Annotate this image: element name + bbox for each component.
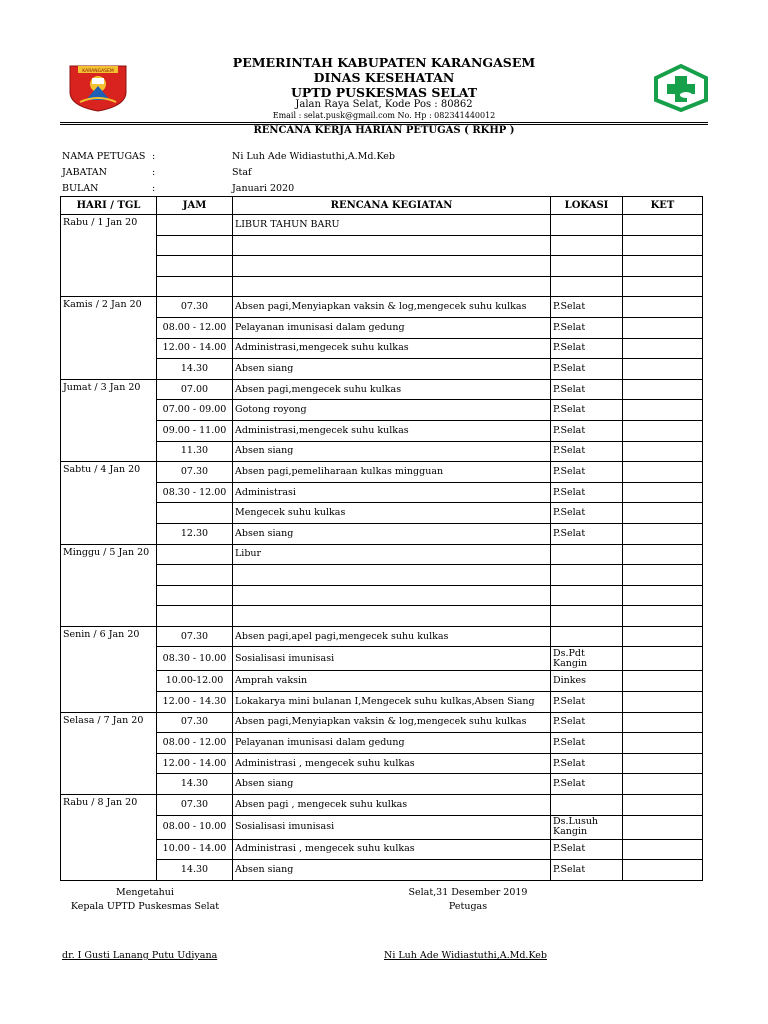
activity-cell: Absen siang <box>233 860 551 881</box>
time-cell: 12.00 - 14.00 <box>157 338 233 359</box>
location-cell: P.Selat <box>551 359 623 380</box>
table-row <box>61 585 703 606</box>
location-cell: P.Selat <box>551 712 623 733</box>
table-row <box>61 359 703 380</box>
location-cell: P.Selat <box>551 733 623 754</box>
table-row <box>61 276 703 297</box>
location-cell: P.Selat <box>551 441 623 462</box>
info-colon: : <box>152 151 156 162</box>
header-contact: Email : selat.pusk@gmail.com No. Hp : 082341440012 <box>272 111 496 120</box>
activity-cell: Sosialisasi imunisasi <box>233 647 551 671</box>
table-row <box>61 839 703 860</box>
table-row <box>61 235 703 256</box>
table-row <box>61 626 703 647</box>
location-cell: Ds.Lusuh Kangin <box>551 815 623 839</box>
head-signature-name: dr. I Gusti Lanang Putu Udiyana <box>62 950 218 961</box>
activity-cell: Absen pagi,Menyiapkan vaksin & log,mengecek suhu kulkas <box>233 712 551 733</box>
location-cell: P.Selat <box>551 753 623 774</box>
notes-cell <box>623 692 703 713</box>
time-cell: 12.30 <box>157 523 233 544</box>
header-puskesmas: UPTD PUSKESMAS SELAT <box>290 85 478 100</box>
location-cell: Dinkes <box>551 671 623 692</box>
table-row <box>61 795 703 816</box>
puskesmas-cross-logo-icon <box>654 64 708 112</box>
activity-cell: Absen siang <box>233 359 551 380</box>
location-cell: P.Selat <box>551 774 623 795</box>
notes-cell <box>623 235 703 256</box>
time-cell <box>157 256 233 277</box>
time-cell: 12.00 - 14.30 <box>157 692 233 713</box>
day-cell: Jumat / 3 Jan 20 <box>61 379 157 461</box>
day-cell: Minggu / 5 Jan 20 <box>61 544 157 626</box>
table-header-row <box>61 197 703 215</box>
activity-cell: Gotong royong <box>233 400 551 421</box>
table-row <box>61 379 703 400</box>
location-cell <box>551 795 623 816</box>
location-cell <box>551 606 623 627</box>
activity-cell <box>233 606 551 627</box>
document-title: RENCANA KERJA HARIAN PETUGAS ( RKHP ) <box>253 125 515 136</box>
location-cell: P.Selat <box>551 379 623 400</box>
time-cell: 14.30 <box>157 359 233 380</box>
table-row <box>61 523 703 544</box>
activity-cell: Absen pagi,pemeliharaan kulkas mingguan <box>233 462 551 483</box>
header-government: PEMERINTAH KABUPATEN KARANGASEM <box>232 55 536 70</box>
time-cell <box>157 565 233 586</box>
location-cell <box>551 544 623 565</box>
info-value: Ni Luh Ade Widiastuthi,A.Md.Keb <box>232 151 395 162</box>
location-cell: P.Selat <box>551 839 623 860</box>
time-cell: 12.00 - 14.00 <box>157 753 233 774</box>
column-header-location: LOKASI <box>551 197 623 215</box>
column-header-day: HARI / TGL <box>61 197 157 215</box>
activity-cell: Administrasi <box>233 482 551 503</box>
activity-cell <box>233 565 551 586</box>
table-body <box>61 215 703 881</box>
activity-cell <box>233 235 551 256</box>
table-row <box>61 671 703 692</box>
time-cell: 10.00-12.00 <box>157 671 233 692</box>
table-row <box>61 733 703 754</box>
column-header-notes: KET <box>623 197 703 215</box>
time-cell: 07.00 - 09.00 <box>157 400 233 421</box>
activity-cell: LIBUR TAHUN BARU <box>233 215 551 236</box>
notes-cell <box>623 441 703 462</box>
time-cell: 14.30 <box>157 774 233 795</box>
activity-cell <box>233 276 551 297</box>
location-cell <box>551 276 623 297</box>
location-cell <box>551 565 623 586</box>
table-row <box>61 482 703 503</box>
time-cell: 08.30 - 12.00 <box>157 482 233 503</box>
activity-cell: Libur <box>233 544 551 565</box>
location-cell <box>551 585 623 606</box>
activity-cell: Pelayanan imunisasi dalam gedung <box>233 733 551 754</box>
info-colon: : <box>152 167 156 178</box>
table-row <box>61 400 703 421</box>
notes-cell <box>623 733 703 754</box>
notes-cell <box>623 815 703 839</box>
activity-cell: Administrasi , mengecek suhu kulkas <box>233 839 551 860</box>
time-cell <box>157 606 233 627</box>
letterhead <box>0 0 768 150</box>
day-cell: Rabu / 1 Jan 20 <box>61 215 157 297</box>
info-colon: : <box>152 183 156 194</box>
table-row <box>61 317 703 338</box>
notes-cell <box>623 276 703 297</box>
activity-cell: Administrasi,mengecek suhu kulkas <box>233 338 551 359</box>
column-header-activity: RENCANA KEGIATAN <box>233 197 551 215</box>
table-row <box>61 503 703 524</box>
activity-cell: Absen siang <box>233 441 551 462</box>
notes-cell <box>623 400 703 421</box>
table-row <box>61 565 703 586</box>
location-cell: P.Selat <box>551 482 623 503</box>
notes-cell <box>623 297 703 318</box>
location-cell <box>551 626 623 647</box>
notes-cell <box>623 462 703 483</box>
location-cell: Ds.Pdt Kangin <box>551 647 623 671</box>
table-row <box>61 712 703 733</box>
info-value: Staf <box>232 167 252 178</box>
activity-cell: Absen pagi , mengecek suhu kulkas <box>233 795 551 816</box>
time-cell: 07.30 <box>157 712 233 733</box>
notes-cell <box>623 671 703 692</box>
time-cell <box>157 215 233 236</box>
activity-cell: Administrasi,mengecek suhu kulkas <box>233 420 551 441</box>
time-cell: 08.00 - 12.00 <box>157 317 233 338</box>
notes-cell <box>623 359 703 380</box>
table-row <box>61 774 703 795</box>
location-cell: P.Selat <box>551 400 623 421</box>
time-cell: 14.30 <box>157 860 233 881</box>
header-divider <box>60 122 708 123</box>
table-row <box>61 606 703 627</box>
time-cell: 08.00 - 10.00 <box>157 815 233 839</box>
info-value: Januari 2020 <box>232 183 295 194</box>
location-cell <box>551 215 623 236</box>
time-cell: 08.30 - 10.00 <box>157 647 233 671</box>
notes-cell <box>623 482 703 503</box>
notes-cell <box>623 565 703 586</box>
activity-cell: Pelayanan imunisasi dalam gedung <box>233 317 551 338</box>
time-cell: 07.30 <box>157 795 233 816</box>
time-cell <box>157 544 233 565</box>
footer-officer-title: Petugas <box>448 901 488 912</box>
header-address: Jalan Raya Selat, Kode Pos : 80862 <box>295 99 473 110</box>
day-cell: Sabtu / 4 Jan 20 <box>61 462 157 544</box>
table-row <box>61 420 703 441</box>
location-cell: P.Selat <box>551 338 623 359</box>
info-label: BULAN <box>62 183 99 194</box>
header-department: DINAS KESEHATAN <box>313 70 455 85</box>
time-cell <box>157 276 233 297</box>
table-row <box>61 215 703 236</box>
time-cell: 07.30 <box>157 626 233 647</box>
info-label: JABATAN <box>62 167 107 178</box>
location-cell: P.Selat <box>551 317 623 338</box>
location-cell: P.Selat <box>551 297 623 318</box>
notes-cell <box>623 544 703 565</box>
notes-cell <box>623 523 703 544</box>
time-cell: 07.30 <box>157 297 233 318</box>
time-cell: 08.00 - 12.00 <box>157 733 233 754</box>
activity-cell: Sosialisasi imunisasi <box>233 815 551 839</box>
location-cell: P.Selat <box>551 462 623 483</box>
table-row <box>61 441 703 462</box>
time-cell: 11.30 <box>157 441 233 462</box>
time-cell: 07.00 <box>157 379 233 400</box>
day-cell: Kamis / 2 Jan 20 <box>61 297 157 379</box>
activity-cell: Amprah vaksin <box>233 671 551 692</box>
notes-cell <box>623 420 703 441</box>
time-cell: 07.30 <box>157 462 233 483</box>
notes-cell <box>623 753 703 774</box>
officer-signature-name: Ni Luh Ade Widiastuthi,A.Md.Keb <box>384 950 547 961</box>
table-row <box>61 647 703 671</box>
time-cell <box>157 235 233 256</box>
notes-cell <box>623 795 703 816</box>
table-row <box>61 462 703 483</box>
table-row <box>61 753 703 774</box>
activity-cell: Absen pagi,Menyiapkan vaksin & log,mengecek suhu kulkas <box>233 297 551 318</box>
daily-work-plan-table <box>60 196 703 881</box>
table-row <box>61 815 703 839</box>
day-cell: Rabu / 8 Jan 20 <box>61 795 157 881</box>
svg-text:KARANGASEM: KARANGASEM <box>82 69 114 74</box>
notes-cell <box>623 379 703 400</box>
activity-cell: Absen siang <box>233 523 551 544</box>
location-cell: P.Selat <box>551 420 623 441</box>
notes-cell <box>623 774 703 795</box>
activity-cell: Absen pagi,apel pagi,mengecek suhu kulkas <box>233 626 551 647</box>
notes-cell <box>623 839 703 860</box>
activity-cell: Absen pagi,mengecek suhu kulkas <box>233 379 551 400</box>
footer-acknowledged: Mengetahui <box>116 887 174 898</box>
notes-cell <box>623 215 703 236</box>
notes-cell <box>623 256 703 277</box>
activity-cell: Absen siang <box>233 774 551 795</box>
notes-cell <box>623 585 703 606</box>
activity-cell: Mengecek suhu kulkas <box>233 503 551 524</box>
table-row <box>61 338 703 359</box>
time-cell: 10.00 - 14.00 <box>157 839 233 860</box>
time-cell <box>157 503 233 524</box>
day-cell: Selasa / 7 Jan 20 <box>61 712 157 794</box>
location-cell: P.Selat <box>551 692 623 713</box>
table-row <box>61 692 703 713</box>
location-cell: P.Selat <box>551 523 623 544</box>
location-cell <box>551 235 623 256</box>
day-cell: Senin / 6 Jan 20 <box>61 626 157 712</box>
table-row <box>61 256 703 277</box>
footer-place-date: Selat,31 Desember 2019 <box>408 887 528 898</box>
notes-cell <box>623 860 703 881</box>
info-label: NAMA PETUGAS <box>62 151 146 162</box>
table-row <box>61 297 703 318</box>
notes-cell <box>623 626 703 647</box>
footer-head-title: Kepala UPTD Puskesmas Selat <box>70 901 220 912</box>
time-cell: 09.00 - 11.00 <box>157 420 233 441</box>
location-cell: P.Selat <box>551 860 623 881</box>
notes-cell <box>623 503 703 524</box>
activity-cell: Lokakarya mini bulanan I,Mengecek suhu kulkas,Absen Siang <box>233 692 551 713</box>
notes-cell <box>623 606 703 627</box>
column-header-time: JAM <box>157 197 233 215</box>
notes-cell <box>623 317 703 338</box>
activity-cell: Administrasi , mengecek suhu kulkas <box>233 753 551 774</box>
table-row <box>61 860 703 881</box>
time-cell <box>157 585 233 606</box>
table-row <box>61 544 703 565</box>
activity-cell <box>233 585 551 606</box>
activity-cell <box>233 256 551 277</box>
notes-cell <box>623 647 703 671</box>
notes-cell <box>623 712 703 733</box>
notes-cell <box>623 338 703 359</box>
location-cell: P.Selat <box>551 503 623 524</box>
location-cell <box>551 256 623 277</box>
